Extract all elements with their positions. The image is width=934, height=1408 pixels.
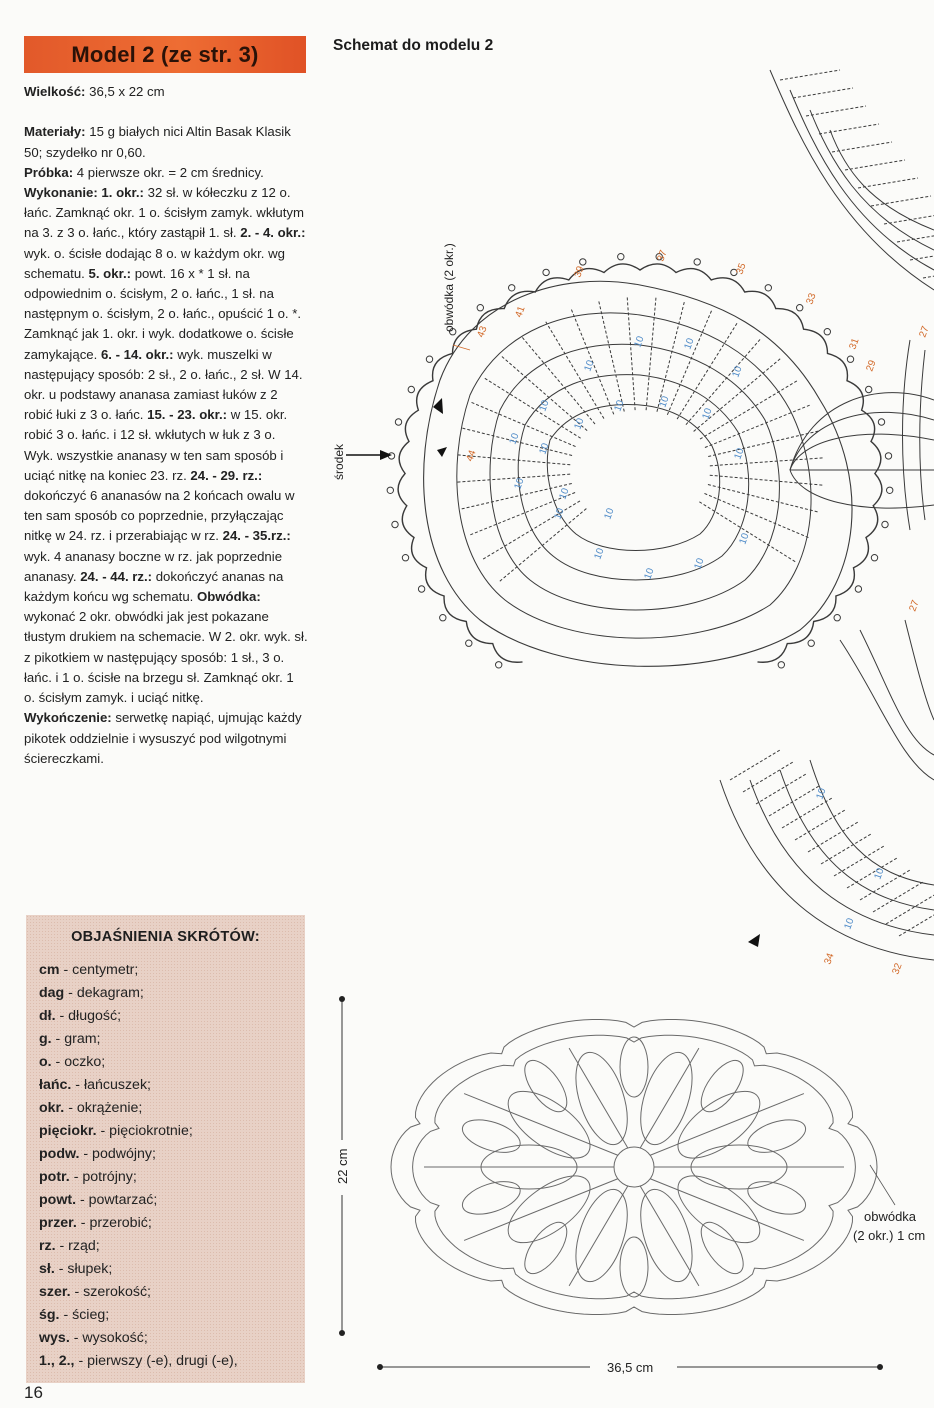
- row-number: 10: [512, 476, 527, 492]
- pineapple-motif-right: [903, 340, 926, 530]
- marker-triangle-icon: [437, 447, 447, 457]
- instruction-term: Wykończenie:: [24, 710, 112, 726]
- abbreviation-desc: - potrójny;: [69, 1169, 137, 1185]
- abbreviation-desc: - gram;: [51, 1031, 101, 1047]
- instruction-text: 15 g białych nici Altin Basak Klasik 50; szydełko nr 0,60.: [24, 124, 291, 160]
- pineapple-motif-upper-right: [770, 70, 934, 290]
- abbreviation-term: 1., 2.,: [39, 1353, 75, 1369]
- row-number: 27: [907, 598, 922, 614]
- border-label: obwódka (2 okr.): [442, 243, 456, 332]
- abbreviation-term: cm: [39, 962, 60, 978]
- abbreviation-term: rz.: [39, 1238, 56, 1254]
- abbreviation-term: dag: [39, 985, 65, 1001]
- abbreviation-desc: - powtarzać;: [76, 1192, 158, 1208]
- abbreviation-desc: - podwójny;: [79, 1146, 156, 1162]
- row-number: 37: [655, 248, 670, 264]
- abbreviation-desc: - wysokość;: [69, 1330, 148, 1346]
- instruction-term: 2. - 4. okr.:: [240, 225, 306, 241]
- abbreviations-title: OBJAŚNIENIA SKRÓTÓW:: [71, 929, 260, 945]
- row-number: 10: [612, 398, 627, 414]
- row-number: 33: [804, 291, 819, 307]
- abbreviation-term: dł.: [39, 1008, 56, 1024]
- abbreviation-desc: - dekagram;: [64, 985, 144, 1001]
- row-number: 10: [592, 546, 607, 562]
- abbreviation-term: sł.: [39, 1261, 55, 1277]
- center-label: środek: [332, 443, 346, 480]
- abbreviation-term: o.: [39, 1054, 52, 1070]
- row-number: 10: [557, 486, 572, 502]
- width-dimension: [377, 1360, 883, 1375]
- instruction-term: Materiały:: [24, 124, 86, 140]
- abbreviation-term: łańc.: [39, 1077, 72, 1093]
- center-arrow-icon: [346, 450, 392, 460]
- height-dimension: [335, 996, 350, 1336]
- doily-outline: [391, 1020, 877, 1315]
- abbreviation-term: g.: [39, 1031, 52, 1047]
- abbreviation-desc: - ścieg;: [59, 1307, 110, 1323]
- abbreviation-desc: - okrążenie;: [64, 1100, 143, 1116]
- row-number: 10: [602, 506, 617, 522]
- abbreviation-desc: - centymetr;: [59, 962, 139, 978]
- instruction-text: wyk. o. ścisłe dodając 8 o. w każdym okr. wg schematu.: [24, 245, 285, 281]
- instruction-text: wyk. 4 ananasy boczne w rz. jak poprzednie ananasy.: [24, 548, 283, 584]
- row-number: 10: [730, 364, 745, 380]
- instruction-text: dokończyć 6 ananasów na 2 końcach owalu w ten sam sposób co poprzednie, przyłączając nitkę w 24. rz. i przerabiając w rz.: [24, 488, 295, 544]
- row-number: 27: [917, 324, 932, 340]
- instruction-term: 24. - 35.rz.:: [222, 528, 291, 544]
- width-label: 36,5 cm: [607, 1360, 654, 1375]
- abbreviation-desc: - przerobić;: [76, 1215, 152, 1231]
- row-number: 10: [572, 416, 587, 432]
- instruction-term: Próbka:: [24, 164, 74, 180]
- row-number: 10: [814, 786, 829, 802]
- instruction-text: wyk. muszelki w następujący sposób: 2 sł., 2 o. łańc., 2 sł. W 14. okr. u podstawy ananasa zamiast łuków z 2 robić łuki z 3 o. łańc.: [24, 346, 303, 423]
- border-dimension-label-2: (2 okr.) 1 cm: [853, 1228, 926, 1243]
- schema-title: Schemat do modelu 2: [333, 37, 494, 54]
- row-number: 10: [737, 531, 752, 547]
- abbreviation-term: śg.: [39, 1307, 60, 1323]
- instruction-term: Wielkość:: [24, 84, 86, 99]
- row-number: 29: [864, 358, 879, 374]
- row-number: 44: [464, 448, 479, 464]
- page-number: 16: [24, 1383, 43, 1402]
- abbreviation-desc: - rząd;: [55, 1238, 100, 1254]
- abbreviation-term: potr.: [39, 1169, 70, 1185]
- instruction-text: 4 pierwsze okr. = 2 cm średnicy.: [73, 164, 264, 180]
- row-number: 35: [734, 261, 749, 277]
- row-number: 10: [582, 358, 597, 374]
- marker-triangle-icon: [748, 934, 760, 947]
- row-number: 41: [513, 304, 528, 320]
- instruction-text: 36,5 x 22 cm: [85, 84, 165, 99]
- row-number: 10: [842, 916, 857, 932]
- row-numbers-orange: [464, 248, 931, 976]
- instruction-term: 6. - 14. okr.:: [100, 346, 174, 362]
- abbreviation-term: szer.: [39, 1284, 71, 1300]
- row-number: 10: [682, 336, 697, 352]
- abbreviation-desc: - słupek;: [54, 1261, 113, 1277]
- instruction-text: serwetkę napiąć, ujmując każdy pikotek oddzielnie i wysuszyć pod wilgotnymi ściereczkami.: [24, 710, 302, 766]
- abbreviation-term: pięciokr.: [39, 1123, 97, 1139]
- abbreviation-desc: - oczko;: [51, 1054, 106, 1070]
- marker-triangle-icon: [433, 398, 443, 414]
- instruction-term: 24. - 29. rz.:: [190, 467, 263, 483]
- row-number: 39: [572, 264, 587, 280]
- row-number: 10: [642, 566, 657, 582]
- abbreviation-term: wys.: [39, 1330, 70, 1346]
- model-title: Model 2 (ze str. 3): [24, 36, 306, 73]
- abbreviation-term: przer.: [39, 1215, 77, 1231]
- instruction-term: Wykonanie: 1. okr.:: [24, 185, 144, 201]
- abbreviation-desc: - szerokość;: [70, 1284, 151, 1300]
- instruction-term: 5. okr.:: [88, 265, 132, 281]
- abbreviation-desc: - długość;: [55, 1008, 122, 1024]
- height-label: 22 cm: [335, 1148, 350, 1184]
- abbreviation-desc: - pięciokrotnie;: [96, 1123, 193, 1139]
- instruction-term: Obwódka:: [196, 589, 261, 605]
- row-number: 34: [822, 951, 837, 967]
- abbreviation-desc: - łańcuszek;: [71, 1077, 151, 1093]
- instruction-text: wykonać 2 okr. obwódki jak jest pokazane tłustym drukiem na schemacie. W 2. okr. wyk. sł. z pikotkiem w następujący sposób: 1 sł., 3 o. łańc. i 1 o. ścisłe na brzegu sł. Zamknąć okr. 1 o. ścisłym zamyk. i uciąć nitkę.: [24, 609, 308, 706]
- row-number: 31: [847, 336, 862, 352]
- instruction-term: 24. - 44. rz.:: [80, 568, 153, 584]
- instruction-term: 15. - 23. okr.:: [147, 407, 228, 423]
- row-number: 10: [732, 446, 747, 462]
- abbreviation-desc: - pierwszy (-e), drugi (-e),: [74, 1353, 238, 1369]
- row-number: 10: [537, 441, 552, 457]
- instruction-text: 32 sł. w kółeczku z 12 o. łańc. Zamknąć okr. 1 o. ścisłym zamyk. wkłutym na 3. z 3 o. łańc., który zastąpił 1. sł.: [24, 185, 304, 241]
- instruction-text: dokończyć ananas na każdym końcu wg schematu.: [24, 568, 284, 605]
- row-number: 10: [507, 431, 522, 447]
- instruction-text: powt. 16 x * 1 sł. na odpowiednim o. ścisłym, 2 o. łańc., 1 sł. na następnym o. ścisłym, 2 o. łańc., opuścić 1 o. *. Zamknąć jak 1. okr. i wyk. dodatkowe o. ścisłe zamykające.: [24, 265, 302, 362]
- abbreviation-term: podw.: [39, 1146, 80, 1162]
- border-dimension-label-1: obwódka: [864, 1209, 917, 1224]
- row-number: 10: [700, 406, 715, 422]
- row-number: 43: [475, 324, 490, 340]
- instruction-text: w 15. okr. robić 3 o. łańc. i 12 sł. wkłutych w łuk z 3 o. Wyk. wszystkie ananasy w ten sam sposób i uciąć nitkę na koniec 23. rz.: [24, 407, 288, 483]
- row-number: 10: [692, 556, 707, 572]
- row-number: 10: [657, 394, 672, 410]
- row-number: 32: [890, 961, 905, 977]
- abbreviation-term: powt.: [39, 1192, 77, 1208]
- row-number: 10: [632, 334, 647, 350]
- row-number: 10: [552, 506, 567, 522]
- row-number: 10: [537, 398, 552, 414]
- abbreviation-term: okr.: [39, 1100, 65, 1116]
- row-number: 10: [872, 866, 887, 882]
